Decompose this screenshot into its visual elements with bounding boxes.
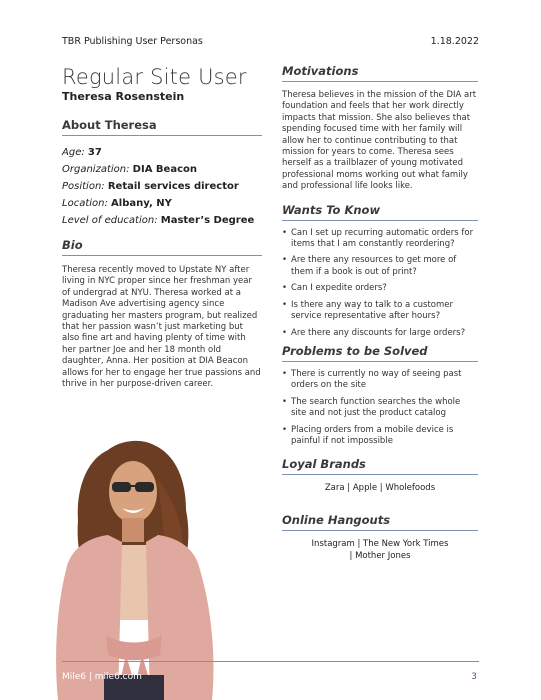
about-location: Location: Albany, NY <box>62 198 172 209</box>
about-list <box>62 144 262 229</box>
list-item: • The search function searches the whole site and not just the product catalog <box>282 397 478 420</box>
online-hangouts-line1: Instagram | The New York Times <box>311 539 449 550</box>
about-position: Position: Retail services director <box>62 181 239 192</box>
list-item: • Are there any discounts for large orders? <box>282 328 478 339</box>
bio-text: Theresa recently moved to Upstate NY after living in NYC proper since her freshman year of undergrad at NYU. Theresa worked at a Madison Ave advertising agency since graduating her masters program, but realized that her passion wasn’t just marketing but also fine art and having plenty of time with her partner Joe and her 18 month old daughter, Anna. Her position at DIA Beacon allows for her to engage her true passions and thrive in her purpose-driven career. <box>62 265 261 390</box>
page-number: 3 <box>471 672 477 682</box>
motivations-heading: Motivations <box>282 64 478 82</box>
right-column <box>282 64 478 562</box>
problems-list <box>282 369 478 447</box>
motivations-text: Theresa believes in the mission of the DIA art foundation and feels that her work directly impacts that mission. She also believes that spending focused time with her family will allow her to continue contributing to that mission for years to come. Theresa sees herself as a trailblazer of young motivated professional moms working out what family and professional life looks like. <box>282 90 477 192</box>
page-header <box>62 36 479 50</box>
loyal-brands-heading: Loyal Brands <box>282 457 478 475</box>
document-date: 1.18.2022 <box>430 36 479 47</box>
list-item: • Placing orders from a mobile device is painful if not impossible <box>282 425 478 448</box>
list-item: • Can I expedite orders? <box>282 283 478 294</box>
wants-to-know-list <box>282 228 478 339</box>
footer-rule <box>62 661 479 662</box>
persona-name: Theresa Rosenstein <box>62 90 185 103</box>
left-column <box>62 64 262 390</box>
about-education: Level of education: Master’s Degree <box>62 215 255 226</box>
list-item: • Are there any resources to get more of them if a book is out of print? <box>282 255 478 278</box>
wants-to-know-heading: Wants To Know <box>282 203 478 221</box>
document-title: TBR Publishing User Personas <box>62 36 203 47</box>
list-item: • Is there any way to talk to a customer service representative after hours? <box>282 300 478 323</box>
list-item: • Can I set up recurring automatic orders for items that I am constantly reordering? <box>282 228 478 251</box>
online-hangouts-heading: Online Hangouts <box>282 513 478 531</box>
about-heading: About Theresa <box>62 118 262 136</box>
persona-title: Regular Site User <box>62 65 247 89</box>
footer-brand: Mile6 | mile6.com <box>62 672 142 682</box>
persona-photo <box>36 420 226 700</box>
problems-heading: Problems to be Solved <box>282 344 478 362</box>
about-age: Age: 37 <box>62 147 102 158</box>
bio-heading: Bio <box>62 238 262 256</box>
list-item: • There is currently no way of seeing past orders on the site <box>282 369 478 392</box>
about-organization: Organization: DIA Beacon <box>62 164 197 175</box>
online-hangouts-line2: | Mother Jones <box>349 551 411 562</box>
loyal-brands-text: Zara | Apple | Wholefoods <box>324 483 436 494</box>
